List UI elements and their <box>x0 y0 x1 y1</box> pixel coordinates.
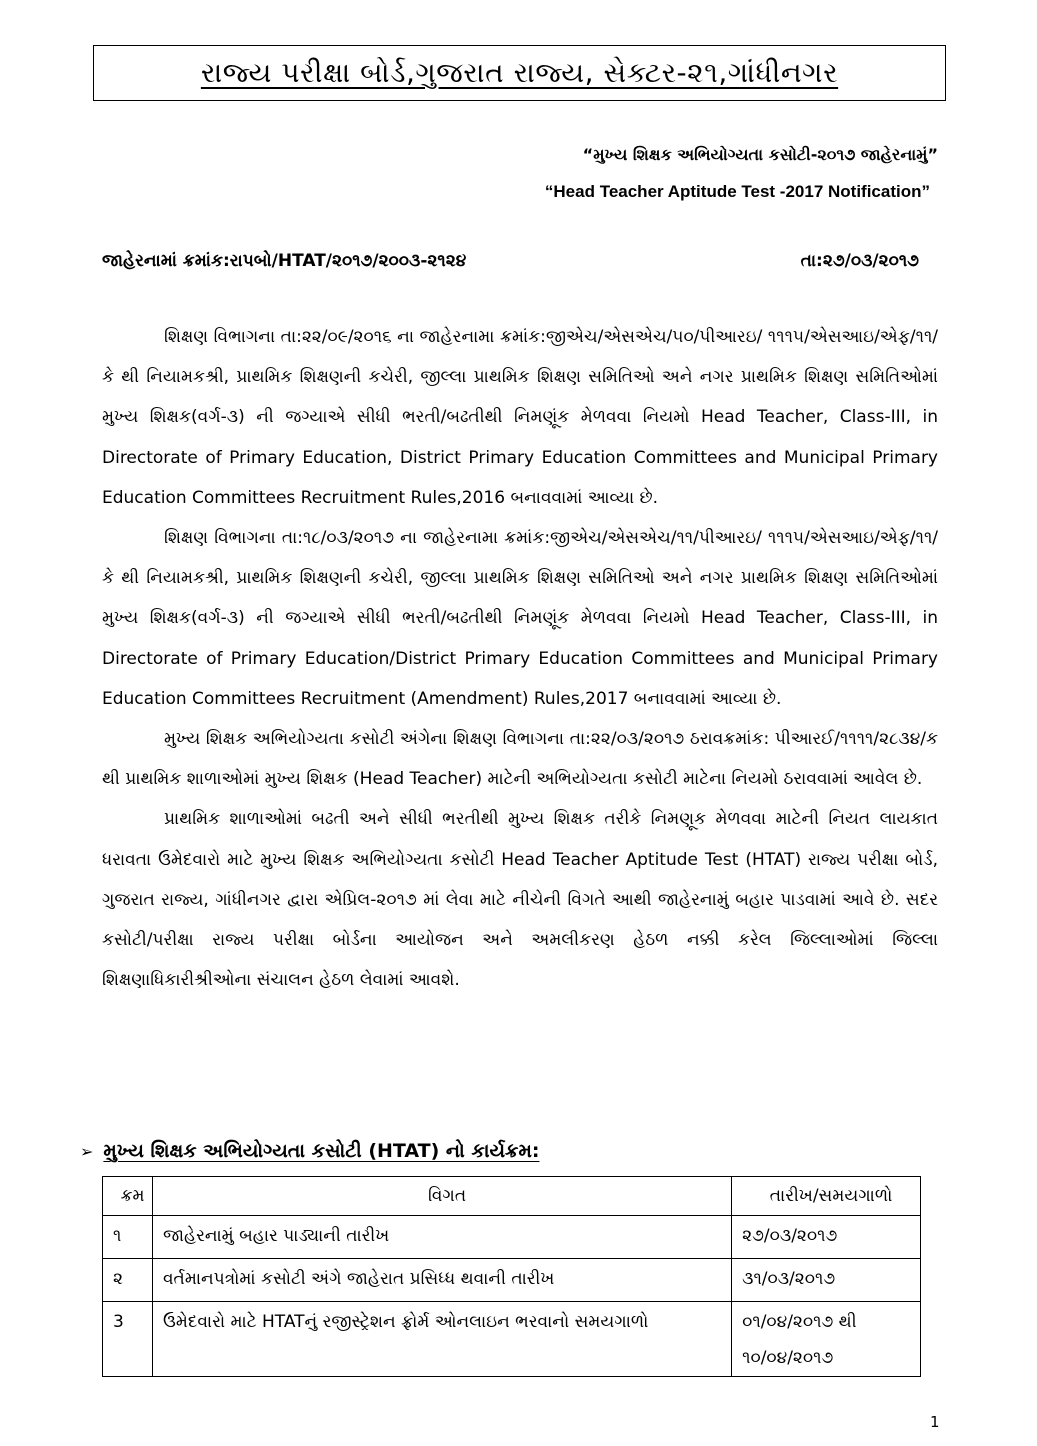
paragraph-announcement: પ્રાથમિક શાળાઓમાં બઢતી અને સીધી ભરતીથી મુખ્ય શિક્ષક તરીકે નિમણૂક મેળવવા માટેની નિયત લાયકાત ધરાવતા ઉમેદવારો માટે મુખ્ય શિક્ષક અભિયોગ્યતા કસોટી Head Teacher Aptitude Test (HTAT) રાજ્ય પરીક્ષા બોર્ડ, ગુજરાત રાજ્ય, ગાંધીનગર દ્વારા એપ્રિલ-૨૦૧૭ માં લેવા માટે નીચેની વિગતે આથી જાહેરનામું બહાર પાડવામાં આવે છે. સદર કસોટી/પરીક્ષા રાજ્ય પરીક્ષા બોર્ડના આયોજન અને અમલીકરણ હેઠળ નક્કી કરેલ જિલ્લાઓમાં જિલ્લા શિક્ષણાધિકારીશ્રીઓના સંચાલન હેઠળ લેવામાં આવશે. <box>102 809 938 991</box>
bullet-arrow-icon: ➢ <box>80 1141 94 1161</box>
table-row <box>103 1259 921 1302</box>
table-row <box>103 1302 921 1377</box>
notification-reference-number: જાહેરનામાં ક્રમાંક:રાપબો/HTAT/૨૦૧૭/૨૦૦૩-૨૧૨૪ <box>102 251 467 271</box>
notification-title-gujarati: “મુખ્ય શિક્ષક અભિયોગ્યતા કસોટી-૨૦૧૭ જાહેરનામું” <box>582 145 938 164</box>
row-detail: જાહેરનામું બહાર પાડ્યાની તારીખ <box>152 1216 731 1259</box>
page-number: 1 <box>930 1413 940 1431</box>
schedule-heading-text: મુખ્ય શિક્ષક અભિયોગ્યતા કસોટી (HTAT) નો કાર્યક્રમ: <box>103 1140 540 1162</box>
column-header-serial: ક્રમ <box>103 1177 153 1216</box>
notification-date: તા:૨૭/૦૩/૨૦૧૭ <box>800 251 919 271</box>
row-serial: ૧ <box>103 1216 153 1259</box>
table-header-row <box>103 1177 921 1216</box>
notification-body <box>102 317 938 1000</box>
notification-title-english: “Head Teacher Aptitude Test -2017 Notification” <box>544 182 930 201</box>
row-serial: ૨ <box>103 1259 153 1302</box>
paragraph-rules-2017-amendment: શિક્ષણ વિભાગના તા:૧૮/૦૩/૨૦૧૭ ના જાહેરનામા ક્રમાંક:જીએચ/એસએચ/૧૧/પીઆરઇ/ ૧૧૧૫/એસઆઇ/એફ/૧૧/કે થી નિયામકશ્રી, પ્રાથમિક શિક્ષણની કચેરી, જીલ્લા પ્રાથમિક શિક્ષણ સમિતિઓ અને નગર પ્રાથમિક શિક્ષણ સમિતિઓમાં મુખ્ય શિક્ષક(વર્ગ-૩) ની જગ્યાએ સીધી ભરતી/બઢતીથી નિમણૂંક મેળવવા નિયમો Head Teacher, Class-III, in Directorate of Primary Education/District Primary Education Committees and Municipal Primary Education Committees Recruitment (Amendment) Rules,2017 બનાવવામાં આવ્યા છે. <box>102 528 938 709</box>
row-date: ૨૭/૦૩/૨૦૧૭ <box>732 1216 921 1259</box>
board-title: રાજ્ય પરીક્ષા બોર્ડ,ગુજરાત રાજ્ય, સેક્ટર-૨૧,ગાંધીનગર <box>200 56 839 89</box>
row-date: ૩૧/૦૩/૨૦૧૭ <box>732 1259 921 1302</box>
row-serial: 3 <box>103 1302 153 1377</box>
board-title-box <box>93 45 946 101</box>
paragraph-resolution: મુખ્ય શિક્ષક અભિયોગ્યતા કસોટી અંગેના શિક્ષણ વિભાગના તા:૨૨/૦૩/૨૦૧૭ ઠરાવક્રમાંક: પીઆરઈ/૧૧૧૧/૨૮૩૪/ક થી પ્રાથમિક શાળાઓમાં મુખ્ય શિક્ષક (Head Teacher) માટેની અભિયોગ્યતા કસોટી માટેના નિયમો ઠરાવવામાં આવેલ છે. <box>102 729 938 790</box>
column-header-date: તારીખ/સમયગાળો <box>732 1177 921 1216</box>
schedule-table <box>102 1176 921 1377</box>
schedule-heading <box>80 1140 539 1162</box>
row-detail: ઉમેદવારો માટે HTATનું રજીસ્ટ્રેશન ફ્રોર્મ ઓનલાઇન ભરવાનો સમયગાળો <box>152 1302 731 1377</box>
table-row <box>103 1216 921 1259</box>
column-header-detail: વિગત <box>152 1177 731 1216</box>
row-date: ૦૧/૦૪/૨૦૧૭ થી ૧૦/૦૪/૨૦૧૭ <box>732 1302 921 1377</box>
row-detail: વર્તમાનપત્રોમાં કસોટી અંગે જાહેરાત પ્રસિધ્ધ થવાની તારીખ <box>152 1259 731 1302</box>
paragraph-rules-2016: શિક્ષણ વિભાગના તા:૨૨/૦૯/૨૦૧૬ ના જાહેરનામા ક્રમાંક:જીએચ/એસએચ/૫૦/પીઆરઇ/ ૧૧૧૫/એસઆઇ/એફ/૧૧/કે થી નિયામકશ્રી, પ્રાથમિક શિક્ષણની કચેરી, જીલ્લા પ્રાથમિક શિક્ષણ સમિતિઓ અને નગર પ્રાથમિક શિક્ષણ સમિતિઓમાં મુખ્ય શિક્ષક(વર્ગ-૩) ની જગ્યાએ સીધી ભરતી/બઢતીથી નિમણૂંક મેળવવા નિયમો Head Teacher, Class-III, in Directorate of Primary Education, District Primary Education Committees and Municipal Primary Education Committees Recruitment Rules,2016 બનાવવામાં આવ્યા છે. <box>102 327 938 508</box>
